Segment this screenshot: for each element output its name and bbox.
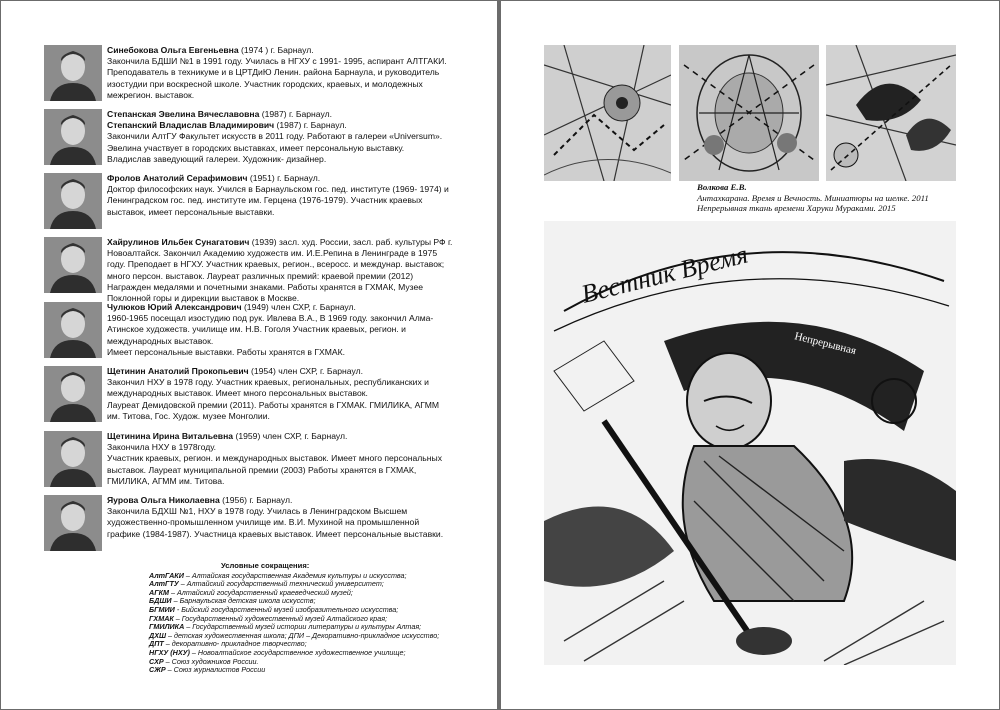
bio-line: Ленинградском гос. пед. институте им. Герцена (1976-1979). Участник краевых (107, 195, 423, 206)
abbreviation-code: АлтГТУ (149, 579, 179, 589)
miniature-2 (679, 45, 819, 181)
bio-line: изостудии при воскресной школе. Участник городских, краевых, и молодежных (107, 78, 423, 89)
bio-line: ГМИЛИКА, АГММ им. Титова. (107, 475, 225, 486)
artist-meta: (1974 ) г. Барнаул. (238, 45, 314, 55)
artwork-banner-text: Вестник Время (578, 239, 751, 309)
artist-name: Яурова Ольга Николаевна (107, 495, 220, 505)
bio-line: графике (1984-1987). Участница краевых выставок. Имеет персональные выставки. (107, 528, 444, 539)
bio-line: Закончила НХУ в 1978году. (107, 442, 217, 453)
artist-name: Синебокова Ольга Евгеньевна (107, 45, 239, 55)
bio-text (107, 45, 497, 101)
abbreviation-text: – Алтайский государственный краеведческий музей; (169, 587, 353, 597)
bio-line: Преподаватель в техникуме и в ЦРТДиЮ Ленин. района Барнаула, и руководитель (107, 67, 440, 78)
bio-line: межрегион. выставок. (107, 89, 195, 100)
portrait-photo (44, 366, 102, 422)
bio-line: Поклонной горы и дирекции выставок в Москве. (107, 293, 300, 304)
caption-author: Волкова Е.В. (697, 182, 747, 192)
bio-line: Участник краевых, регион. и международных выставок. Имеет много персональных (107, 453, 442, 464)
abbreviations-block (149, 562, 469, 675)
bio-line: 1960-1965 посещал изостудию под рук. Ивлева В.А., В 1969 году. закончил Алма- (107, 313, 434, 324)
abbreviation-code: ГХМАК (149, 613, 174, 623)
bio-line: выставок, имеет персональные выставки. (107, 206, 275, 217)
artist-name: Степанский Владислав Владимирович (107, 120, 275, 131)
bio-line: Владислав заведующий галереи. Художник- дизайнер. (107, 153, 327, 164)
abbreviation-code: СЖР (149, 665, 166, 675)
bio-line: Награжден медалями и почетными знаками. Работы хранятся в ГХМАК, Музее (107, 281, 424, 292)
abbreviations-list (149, 572, 469, 675)
portrait-photo (44, 45, 102, 101)
abbreviation-text: – Союз журналистов России (165, 665, 266, 675)
bio-text (107, 366, 497, 422)
bio-line: международных выставок. (107, 335, 214, 346)
bio-line: выставок. Лауреат муниципальной премии (2003) Работы хранятся в ГХМАК, (107, 464, 417, 475)
bio-line: художественно-промышленном училище им. В.И. Мухиной на промышленной (107, 517, 420, 528)
abbreviation-text: – Государственный музей истории литературы и культуры Алтая; (184, 622, 422, 632)
abbreviation-code: ГМИЛИКА (149, 622, 185, 632)
bio-line: Закончил НХУ в 1978 году. Участник краевых, региональных, республиканских и (107, 377, 429, 388)
bio-line: Закончила БДХШ №1, НХУ в 1978 году. Училась в Ленинградском Высшем (107, 506, 408, 517)
main-artwork (544, 221, 956, 665)
artist-meta: (1949) член СХР, г. Барнаул. (241, 302, 356, 312)
abbreviation-text: – детская художественная школа; ДПИ – Декоративно-прикладное искусство; (166, 630, 440, 640)
bio-line: Эвелина участвует в городских выставках, имеет персональную выставку. (107, 142, 405, 153)
abbreviation-text: – декоративно- прикладное творчество; (163, 639, 307, 649)
artist-name: Фролов Анатолий Серафимович (107, 173, 248, 183)
bio-text (107, 302, 497, 358)
artist-name: Чулюков Юрий Александрович (107, 302, 242, 312)
abbreviation-code: АГКМ (149, 587, 170, 597)
abbreviation-code: ДПТ (149, 639, 164, 649)
bio-line: Доктор философских наук. Учился в Барнаульском гос. пед. институте (1969- 1974) и (107, 184, 449, 195)
bio-line: Атинское художеств. училище им. Н.В. Гоголя Участник краевых, регион. и (107, 324, 406, 335)
right-page (501, 1, 999, 709)
artist-meta: (1951) г. Барнаул. (247, 173, 321, 183)
abbreviation-text: – Алтайская государственная Академия культуры и искусства; (183, 570, 407, 580)
bio-text (107, 431, 497, 487)
abbreviation-code: СХР (149, 656, 164, 666)
abbreviation-text: – Барнаульская детская школа искусств; (171, 596, 316, 606)
abbreviation-text: – Государственный художественный музей Алтайского края; (173, 613, 388, 623)
artist-meta: (1956) г. Барнаул. (219, 495, 293, 505)
abbreviation-code: ДХШ (149, 630, 167, 640)
artist-name: Щетинина Ирина Витальевна (107, 431, 234, 441)
portrait-photo (44, 495, 102, 551)
artist-meta: (1959) член СХР, г. Барнаул. (233, 431, 348, 441)
portrait-photo (44, 431, 102, 487)
abbreviation-code: НГХУ (НХУ) (149, 647, 190, 657)
bio-line: международных выставок. Имеет много персональных выставок. (107, 388, 368, 399)
portrait-photo (44, 302, 102, 358)
bio-text (107, 495, 497, 540)
portrait-photo (44, 237, 102, 293)
artwork-band-text: Непрерывная (793, 330, 858, 358)
bio-line: Закончили АлтГУ Факультет искусств в 2011 году. Работают в галереи «Universum». (107, 131, 443, 142)
bio-text (107, 109, 497, 165)
bio-line: Закончила БДШИ №1 в 1991 году. Училась в НГХУ с 1991- 1995, аспирант АЛТГАКИ. (107, 56, 447, 67)
artist-meta: (1987) г. Барнаул. (259, 109, 332, 119)
bio-text (107, 237, 497, 304)
caption-line-2: Непрерывная ткань времени Харуки Мураками. 2015 (697, 203, 896, 213)
miniature-3 (826, 45, 956, 181)
abbreviation-text: - Бийский государственный музей изобразительного искусства; (174, 604, 399, 614)
bio-text (107, 173, 497, 218)
artist-meta: (1954) член СХР, г. Барнаул. (248, 366, 363, 376)
abbreviation-text: – Новоалтайское государственное художественное училище; (189, 647, 406, 657)
bio-line: много персон. выставок. Лауреат различных премий: краевой премии (2012) (107, 270, 414, 281)
artwork-caption (697, 182, 997, 214)
artist-meta: (1939) засл. худ. России, засл. раб. культуры РФ г. (249, 237, 453, 247)
abbreviations-title: Условные сокращения: (221, 561, 310, 570)
left-page (1, 1, 497, 709)
bio-line: Имеет персональные выставки. Работы хранятся в ГХМАК. (107, 346, 346, 357)
abbreviation-text: – Алтайский государственный технический университет; (178, 579, 384, 589)
abbreviation-item (149, 666, 469, 675)
miniature-1 (544, 45, 671, 181)
artist-name: Щетинин Анатолий Прокопьевич (107, 366, 249, 376)
bio-line: Новоалтайск. Закончил Академию художеств им. И.Е.Репина в Ленинграде в 1975 (107, 248, 438, 259)
portrait-photo (44, 109, 102, 165)
caption-line-1: Антахкарана. Время и Вечность. Миниатюры на шелке. 2011 (697, 192, 929, 203)
artist-name: Хайрулинов Ильбек Сунагатович (107, 237, 250, 247)
bio-line: Лауреат Демидовской премии (2011). Работы хранятся в ГХМАК. ГМИЛИКА, АГММ (107, 399, 440, 410)
bio-line: им. Титова, Гос. Худож. музее Монголии. (107, 410, 270, 421)
bio-line: году. Преподает в НГХУ. Участник краевых, регион., всеросс. и междунар. выставок; (107, 259, 445, 270)
artist-meta: (1987) г. Барнаул. (274, 120, 347, 131)
abbreviation-code: АлтГАКИ (149, 570, 184, 580)
artist-name: Степанская Эвелина Вячеславовна (107, 109, 260, 119)
portrait-photo (44, 173, 102, 229)
abbreviation-text: – Союз художников России. (163, 656, 259, 666)
abbreviation-code: БГМИИ (149, 604, 175, 614)
abbreviation-code: БДШИ (149, 596, 172, 606)
